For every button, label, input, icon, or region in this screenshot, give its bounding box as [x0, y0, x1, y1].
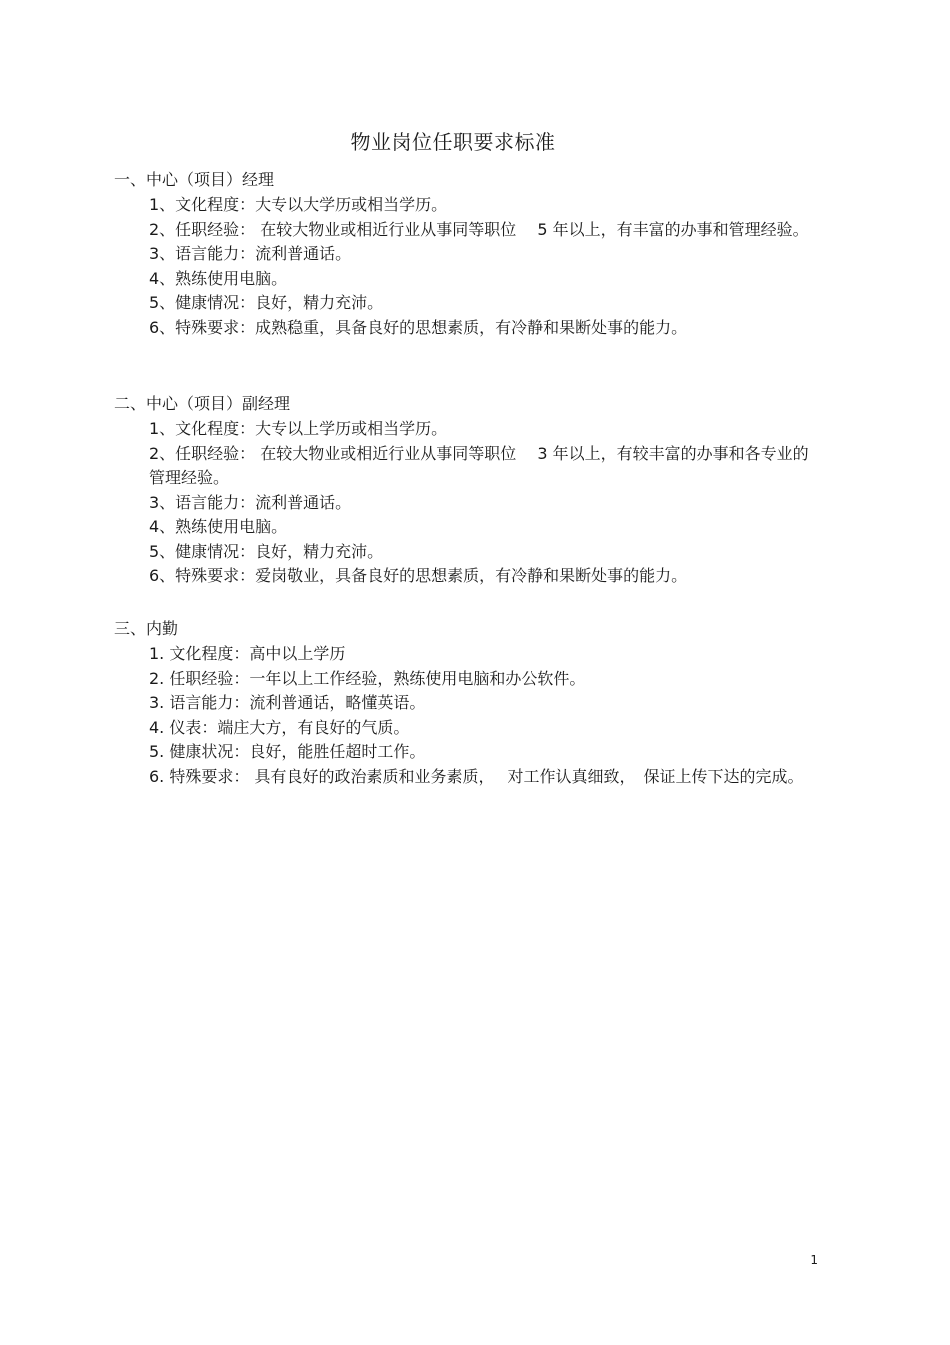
list-item: 5、健康情况：良好，精力充沛。	[149, 541, 384, 561]
section-heading: 三、内勤	[114, 619, 179, 638]
list-item: 3、语言能力：流利普通话。	[149, 492, 352, 512]
list-item: 5. 健康状况：良好，能胜任超时工作。	[149, 742, 426, 761]
list-item: 6、特殊要求：成熟稳重，具备良好的思想素质，有冷静和果断处事的能力。	[149, 317, 688, 337]
section-deputy-manager	[114, 392, 824, 589]
section-heading: 二、中心（项目）副经理	[114, 394, 291, 413]
list-item: 4、熟练使用电脑。	[149, 268, 288, 288]
section-heading: 一、中心（项目）经理	[114, 170, 275, 189]
page-title: 物业岗位任职要求标准	[350, 130, 556, 154]
list-item: 3. 语言能力：流利普通话，略懂英语。	[149, 693, 426, 712]
list-item: 2、任职经验： 在较大物业或相近行业从事同等职位 5 年以上，有丰富的办事和管理经验。	[149, 219, 809, 239]
section-clerk	[114, 617, 824, 789]
list-item: 5、健康情况：良好，精力充沛。	[149, 293, 384, 312]
list-item: 3、语言能力：流利普通话。	[149, 244, 352, 263]
list-item: 2、任职经验： 在较大物业或相近行业从事同等职位 3 年以上，有较丰富的办事和各专业的管理经验。	[149, 443, 809, 487]
list-item: 6. 特殊要求： 具有良好的政治素质和业务素质， 对工作认真细致， 保证上传下达的完成。	[149, 766, 804, 786]
list-item: 1、文化程度：大专以大学历或相当学历。	[149, 195, 448, 214]
list-item: 2. 任职经验：一年以上工作经验，熟练使用电脑和办公软件。	[149, 668, 586, 688]
list-item: 1. 文化程度：高中以上学历	[149, 644, 346, 663]
list-item: 6、特殊要求：爱岗敬业，具备良好的思想素质，有冷静和果断处事的能力。	[149, 566, 688, 585]
list-item: 4、熟练使用电脑。	[149, 517, 288, 536]
page-number: 1	[810, 1253, 818, 1267]
list-item: 4. 仪表：端庄大方，有良好的气质。	[149, 717, 410, 737]
list-item: 1、文化程度：大专以上学历或相当学历。	[149, 419, 448, 438]
section-manager	[114, 168, 824, 340]
